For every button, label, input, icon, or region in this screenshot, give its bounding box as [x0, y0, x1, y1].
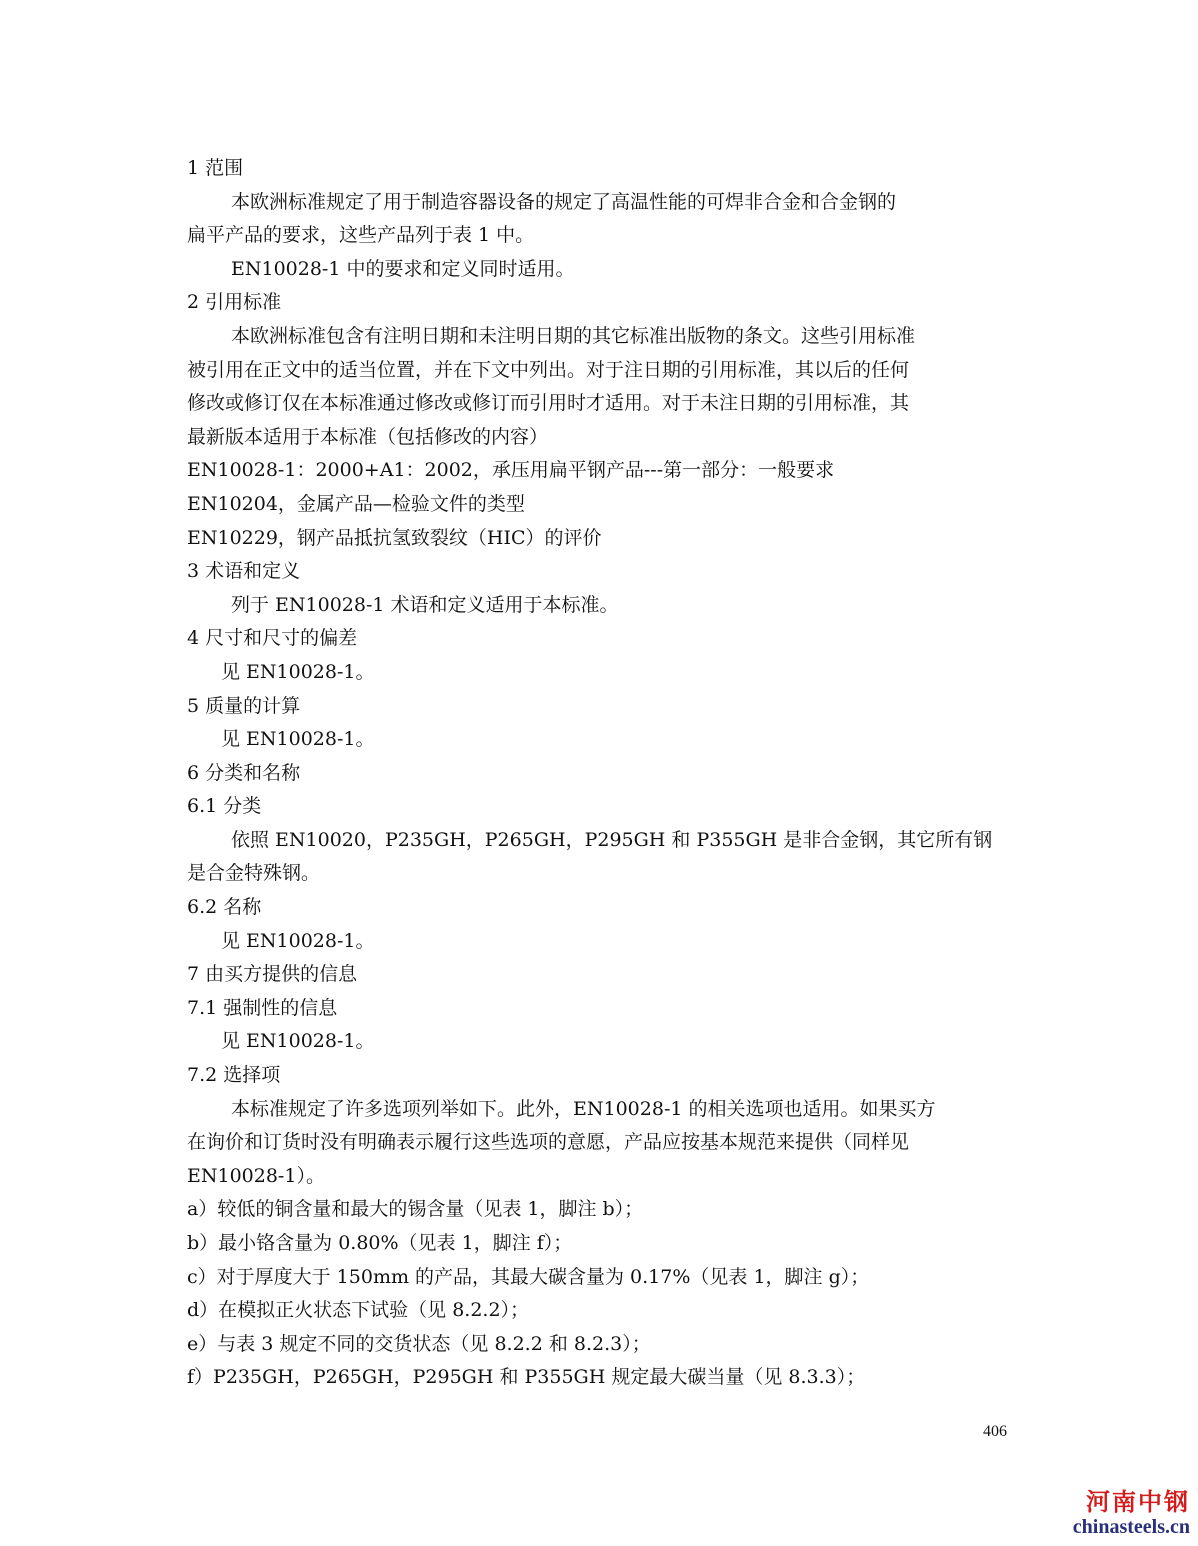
text-line: 4 尺寸和尺寸的偏差 [187, 627, 358, 650]
text-line: 本欧洲标准规定了用于制造容器设备的规定了高温性能的可焊非合金和合金钢的 [231, 190, 897, 213]
text-line: 列于 EN10028-1 术语和定义适用于本标准。 [231, 593, 619, 616]
text-line: 3 术语和定义 [187, 560, 301, 583]
text-line: 本欧洲标准包含有注明日期和未注明日期的其它标准出版物的条文。这些引用标准 [231, 324, 916, 347]
text-line: 6.1 分类 [187, 795, 262, 818]
text-line: 7 由买方提供的信息 [187, 963, 358, 986]
page-number: 406 [983, 1423, 1007, 1440]
text-line: 见 EN10028-1。 [221, 1030, 375, 1053]
text-line: f）P235GH，P265GH，P295GH 和 P355GH 规定最大碳当量（见 8.3.3）； [187, 1366, 866, 1389]
text-line: 见 EN10028-1。 [221, 929, 375, 952]
text-line: e）与表 3 规定不同的交货状态（见 8.2.2 和 8.2.3）； [187, 1332, 651, 1355]
text-line: 在询价和订货时没有明确表示履行这些选项的意愿，产品应按基本规范来提供（同样见 [187, 1131, 910, 1154]
text-line: EN10028-1）。 [187, 1164, 325, 1187]
text-line: EN10229，钢产品抵抗氢致裂纹（HIC）的评价 [187, 526, 602, 549]
text-line: 6 分类和名称 [187, 761, 301, 784]
text-line: 修改或修订仅在本标准通过修改或修订而引用时才适用。对于未注日期的引用标准，其 [187, 392, 910, 415]
watermark-url: chinasteels.cn [1072, 1516, 1190, 1538]
text-line: EN10028-1 中的要求和定义同时适用。 [231, 257, 575, 280]
text-line: 依照 EN10020，P235GH，P265GH，P295GH 和 P355GH 是非合金钢，其它所有钢 [231, 828, 993, 851]
text-line: 见 EN10028-1。 [221, 660, 375, 683]
text-line: 1 范围 [187, 157, 244, 179]
text-line: 2 引用标准 [187, 291, 282, 314]
text-line: 7.2 选择项 [187, 1064, 281, 1087]
text-line: 6.2 名称 [187, 896, 262, 919]
text-line: 7.1 强制性的信息 [187, 996, 338, 1019]
text-line: 扁平产品的要求，这些产品列于表 1 中。 [187, 224, 535, 247]
text-line: 5 质量的计算 [187, 694, 301, 717]
watermark-logo [1073, 1488, 1190, 1538]
text-line: EN10028-1：2000+A1：2002，承压用扁平钢产品---第一部分：一般要求 [187, 459, 835, 482]
text-line: a）较低的铜含量和最大的锡含量（见表 1，脚注 b）； [187, 1198, 644, 1221]
text-line: 见 EN10028-1。 [221, 728, 375, 751]
text-line: 被引用在正文中的适当位置，并在下文中列出。对于注日期的引用标准，其以后的任何 [187, 358, 910, 381]
text-line: 最新版本适用于本标准（包括修改的内容） [187, 425, 549, 448]
text-line: d）在模拟正火状态下试验（见 8.2.2）； [187, 1299, 530, 1322]
watermark-chinese: 河南中钢 [1086, 1488, 1190, 1516]
text-line: 本标准规定了许多选项列举如下。此外，EN10028-1 的相关选项也适用。如果买方 [231, 1097, 936, 1120]
text-line: b）最小铬含量为 0.80%（见表 1，脚注 f）； [187, 1232, 573, 1254]
text-line: 是合金特殊钢。 [187, 862, 321, 885]
text-line: EN10204，金属产品—检验文件的类型 [187, 492, 525, 515]
text-line: c）对于厚度大于 150mm 的产品，其最大碳含量为 0.17%（见表 1，脚注 g）； [187, 1265, 870, 1288]
document-body [187, 152, 1017, 1395]
